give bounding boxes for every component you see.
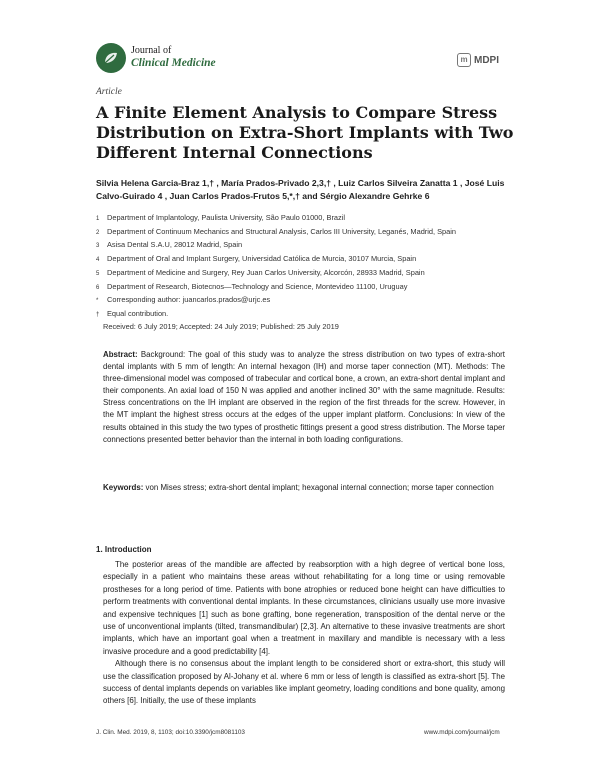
abstract [103,349,505,446]
keywords [103,482,505,494]
keywords-label: Keywords: [103,483,144,492]
mdpi-logo-icon: m [457,53,471,67]
journal-name[interactable] [131,45,216,69]
affiliation-item: 1 Department of Implantology, Paulista University, São Paulo 01000, Brazil [96,213,345,222]
equal-contribution-note: † Equal contribution. [96,308,169,318]
footer-url[interactable]: www.mdpi.com/journal/jcm [424,729,500,736]
footer-citation: J. Clin. Med. 2019, 8, 1103; doi:10.3390/jcm8081103 [96,729,245,736]
affiliation-item: 2 Department of Continuum Mechanics and Structural Analysis, Carlos III University, Leganés, Madrid, Spain [96,226,457,236]
affiliations [96,212,516,322]
author-list: Silvia Helena Garcia-Braz 1,† , María Prados-Privado 2,3,† , Luiz Carlos Silveira Zanatta 1 , José Luis Calvo-Guirado 4 , Juan Carlos Prados-Frutos 5,*,† and Sérgio Alexandre Gehrke 6 [96,178,505,201]
affiliation-item: 4 Department of Oral and Implant Surgery, Universidad Católica de Murcia, 30107 Murcia, Spain [96,254,417,264]
journal-logo-icon [96,43,126,73]
journal-name-line1: Journal of [131,45,172,56]
journal-name-line2: Clinical Medicine [131,57,216,69]
publisher-logo[interactable] [457,50,501,70]
paragraph: The posterior areas of the mandible are affected by reabsorption with a high degree of vertical bone loss, especially in a patient who maintains these areas without rehabilitating for a long time or using removable prostheses for a long period of time. Patients with bone atrophies or reduced bone height can have difficulties to perform treatments with conventional dental implants. In these circumstances, clinicians usually use more invasive and expensive techniques [1] such as bone grafting, bone regeneration, transposition of the dental nerve or the use of unconventional implants (tilted, transmandibular) [2,3]. An alternative to these invasive treatments are short implants, which have an important goal when a treatment in maxillary and mandible is necessary with a less invasive procedure and a good predictability [4]. [103,560,505,656]
page-title: A Finite Element Analysis to Compare Stress Distribution on Extra-Short Implants with Two Different Internal Connections [96,103,514,162]
body-text [103,559,505,708]
affiliation-item: 3 Asisa Dental S.A.U, 28012 Madrid, Spain [96,240,243,250]
abstract-text: Background: The goal of this study was to analyze the stress distribution on two types of extra-short dental implants with 5 mm of length: An internal hexagon (IH) and morse taper connection (MT). Methods: The three-dimensional model was composed of trabecular and cortical bone, a crown, an extra-short dental implant and their components. An axial load of 150 N was applied and another inclined 30° with the same magnitude. Results: Stress concentrations on the IH implant are observed in the region of the first threads for the screw. However, in the MT implant the highest stress occurs at the edges of the upper implant platform. Conclusions: In view of the results obtained in this study the two types of prosthetic fittings present a good stress distribution. The Morse taper connections presented better behavior than the internal in both loading configurations. [103,350,505,444]
abstract-label: Abstract: [103,350,138,359]
paragraph: Although there is no consensus about the implant length to be considered short or extra-short, this study will use the classification proposed by Al-Johany et al. where 6 mm or less of length is classified as extra-short [5]. The success of dental implants depends on variables like implant geometry, loading conditions and bone quality, among others [6]. Initially, the use of these implants [103,659,505,706]
publication-dates: Received: 6 July 2019; Accepted: 24 July 2019; Published: 25 July 2019 [103,322,339,331]
article-type: Article [96,87,122,97]
affiliation-item: 5 Department of Medicine and Surgery, Rey Juan Carlos University, Alcorcón, 28933 Madrid, Spain [96,267,425,277]
affiliation-item: 6 Department of Research, Biotecnos—Technology and Science, Montevideo 11100, Uruguay [96,281,408,291]
section-heading: 1. Introduction [96,545,152,554]
corresponding-author[interactable]: * Corresponding author: juancarlos.prados@urjc.es [96,295,271,305]
publisher-name: MDPI [474,54,499,66]
keywords-text: von Mises stress; extra-short dental implant; hexagonal internal connection; morse taper connection [145,483,494,492]
